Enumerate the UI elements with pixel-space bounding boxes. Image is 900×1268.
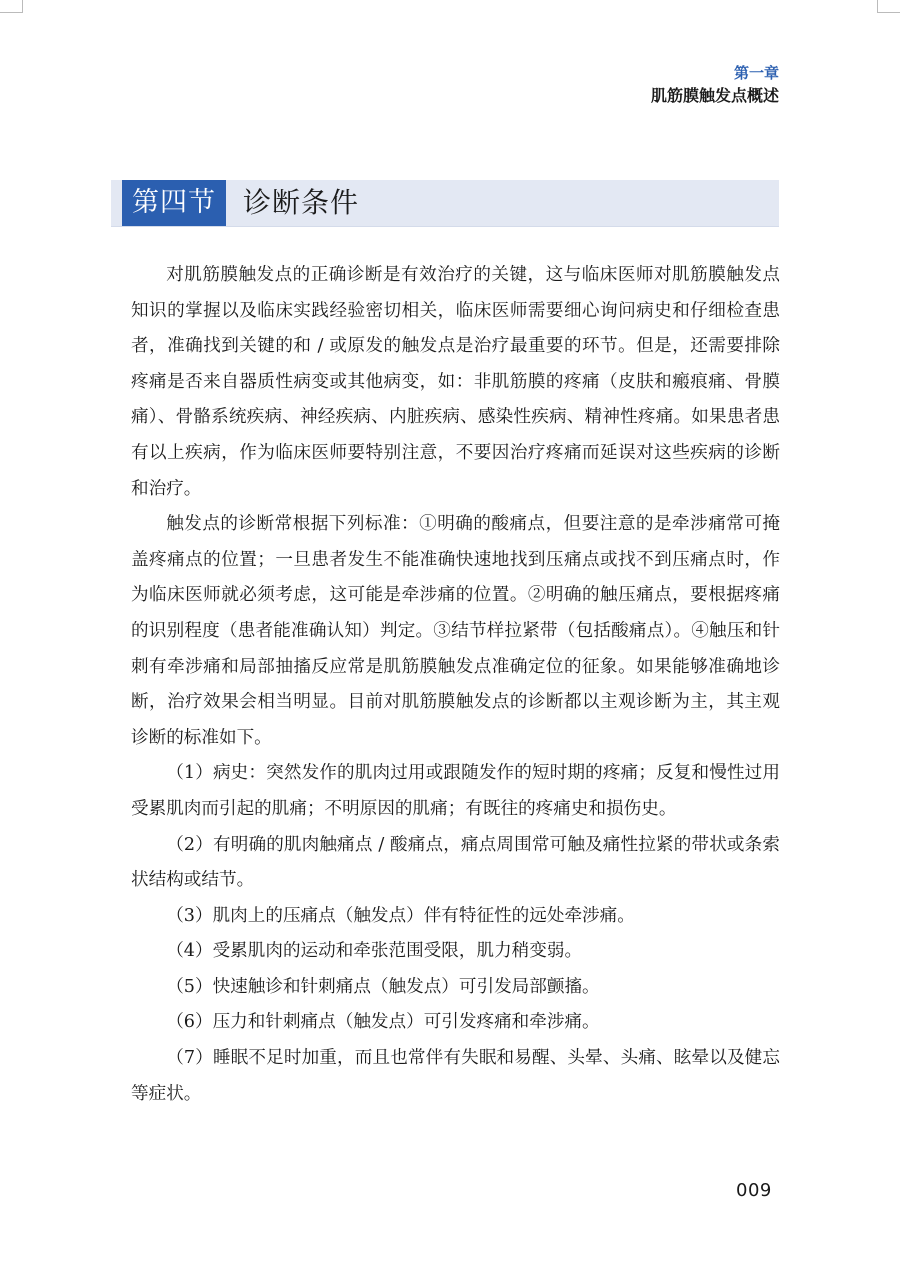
paragraph-criteria-intro: 触发点的诊断常根据下列标准：①明确的酸痛点，但要注意的是牵涉痛常可掩盖疼痛点的位置；一旦患者发生不能准确快速地找到压痛点或找不到压痛点时，作为临床医师就必须考虑，这可能是牵涉痛的位置。②明确的触压痛点，要根据疼痛的识别程度（患者能准确认知）判定。③结节样拉紧带（包括酸痛点）。④触压和针刺有牵涉痛和局部抽搐反应常是肌筋膜触发点准确定位的征象。如果能够准确地诊断，治疗效果会相当明显。目前对肌筋膜触发点的诊断都以主观诊断为主，其主观诊断的标准如下。: [131, 514, 780, 748]
criteria-item: （7）睡眠不足时加重，而且也常伴有失眠和易醒、头晕、头痛、眩晕以及健忘等症状。: [131, 1048, 780, 1104]
criteria-item: （1）病史：突然发作的肌肉过用或跟随发作的短时期的疼痛；反复和慢性过用受累肌肉而引起的肌痛；不明原因的肌痛；有既往的疼痛史和损伤史。: [131, 763, 780, 819]
section-title: 诊断条件: [243, 186, 360, 219]
criteria-item: （3）肌肉上的压痛点（触发点）伴有特征性的远处牵涉痛。: [166, 905, 635, 926]
running-header: [651, 62, 779, 108]
crop-mark-left: [0, 0, 23, 13]
section-number: 第四节: [122, 180, 226, 226]
section-heading-underline: [111, 226, 779, 227]
criteria-item: （6）压力和针刺痛点（触发点）可引发疼痛和牵涉痛。: [166, 1012, 600, 1033]
paragraph-intro: 对肌筋膜触发点的正确诊断是有效治疗的关键，这与临床医师对肌筋膜触发点知识的掌握以及临床实践经验密切相关，临床医师需要细心询问病史和仔细检查患者，准确找到关键的和 / 或原发的触发点是治疗最重要的环节。但是，还需要排除疼痛是否来自器质性病变或其他病变，如：非肌筋膜的疼痛（皮肤和瘢痕痛、骨膜痛）、骨骼系统疾病、神经疾病、内脏疾病、感染性疾病、精神性疼痛。如果患者患有以上疾病，作为临床医师要特别注意，不要因治疗疼痛而延误对这些疾病的诊断和治疗。: [131, 265, 780, 499]
chapter-title: 肌筋膜触发点概述: [650, 86, 779, 105]
crop-mark-right: [877, 0, 900, 13]
page-number: 009: [736, 1180, 772, 1201]
criteria-item: （2）有明确的肌肉触痛点 / 酸痛点，痛点周围常可触及痛性拉紧的带状或条索状结构或结节。: [131, 834, 780, 891]
chapter-label: 第一章: [733, 64, 779, 82]
criteria-item: （4）受累肌肉的运动和牵张范围受限，肌力稍变弱。: [166, 941, 583, 962]
body-text: [131, 258, 780, 1112]
criteria-item: （5）快速触诊和针刺痛点（触发点）可引发局部颤搐。: [166, 976, 600, 997]
